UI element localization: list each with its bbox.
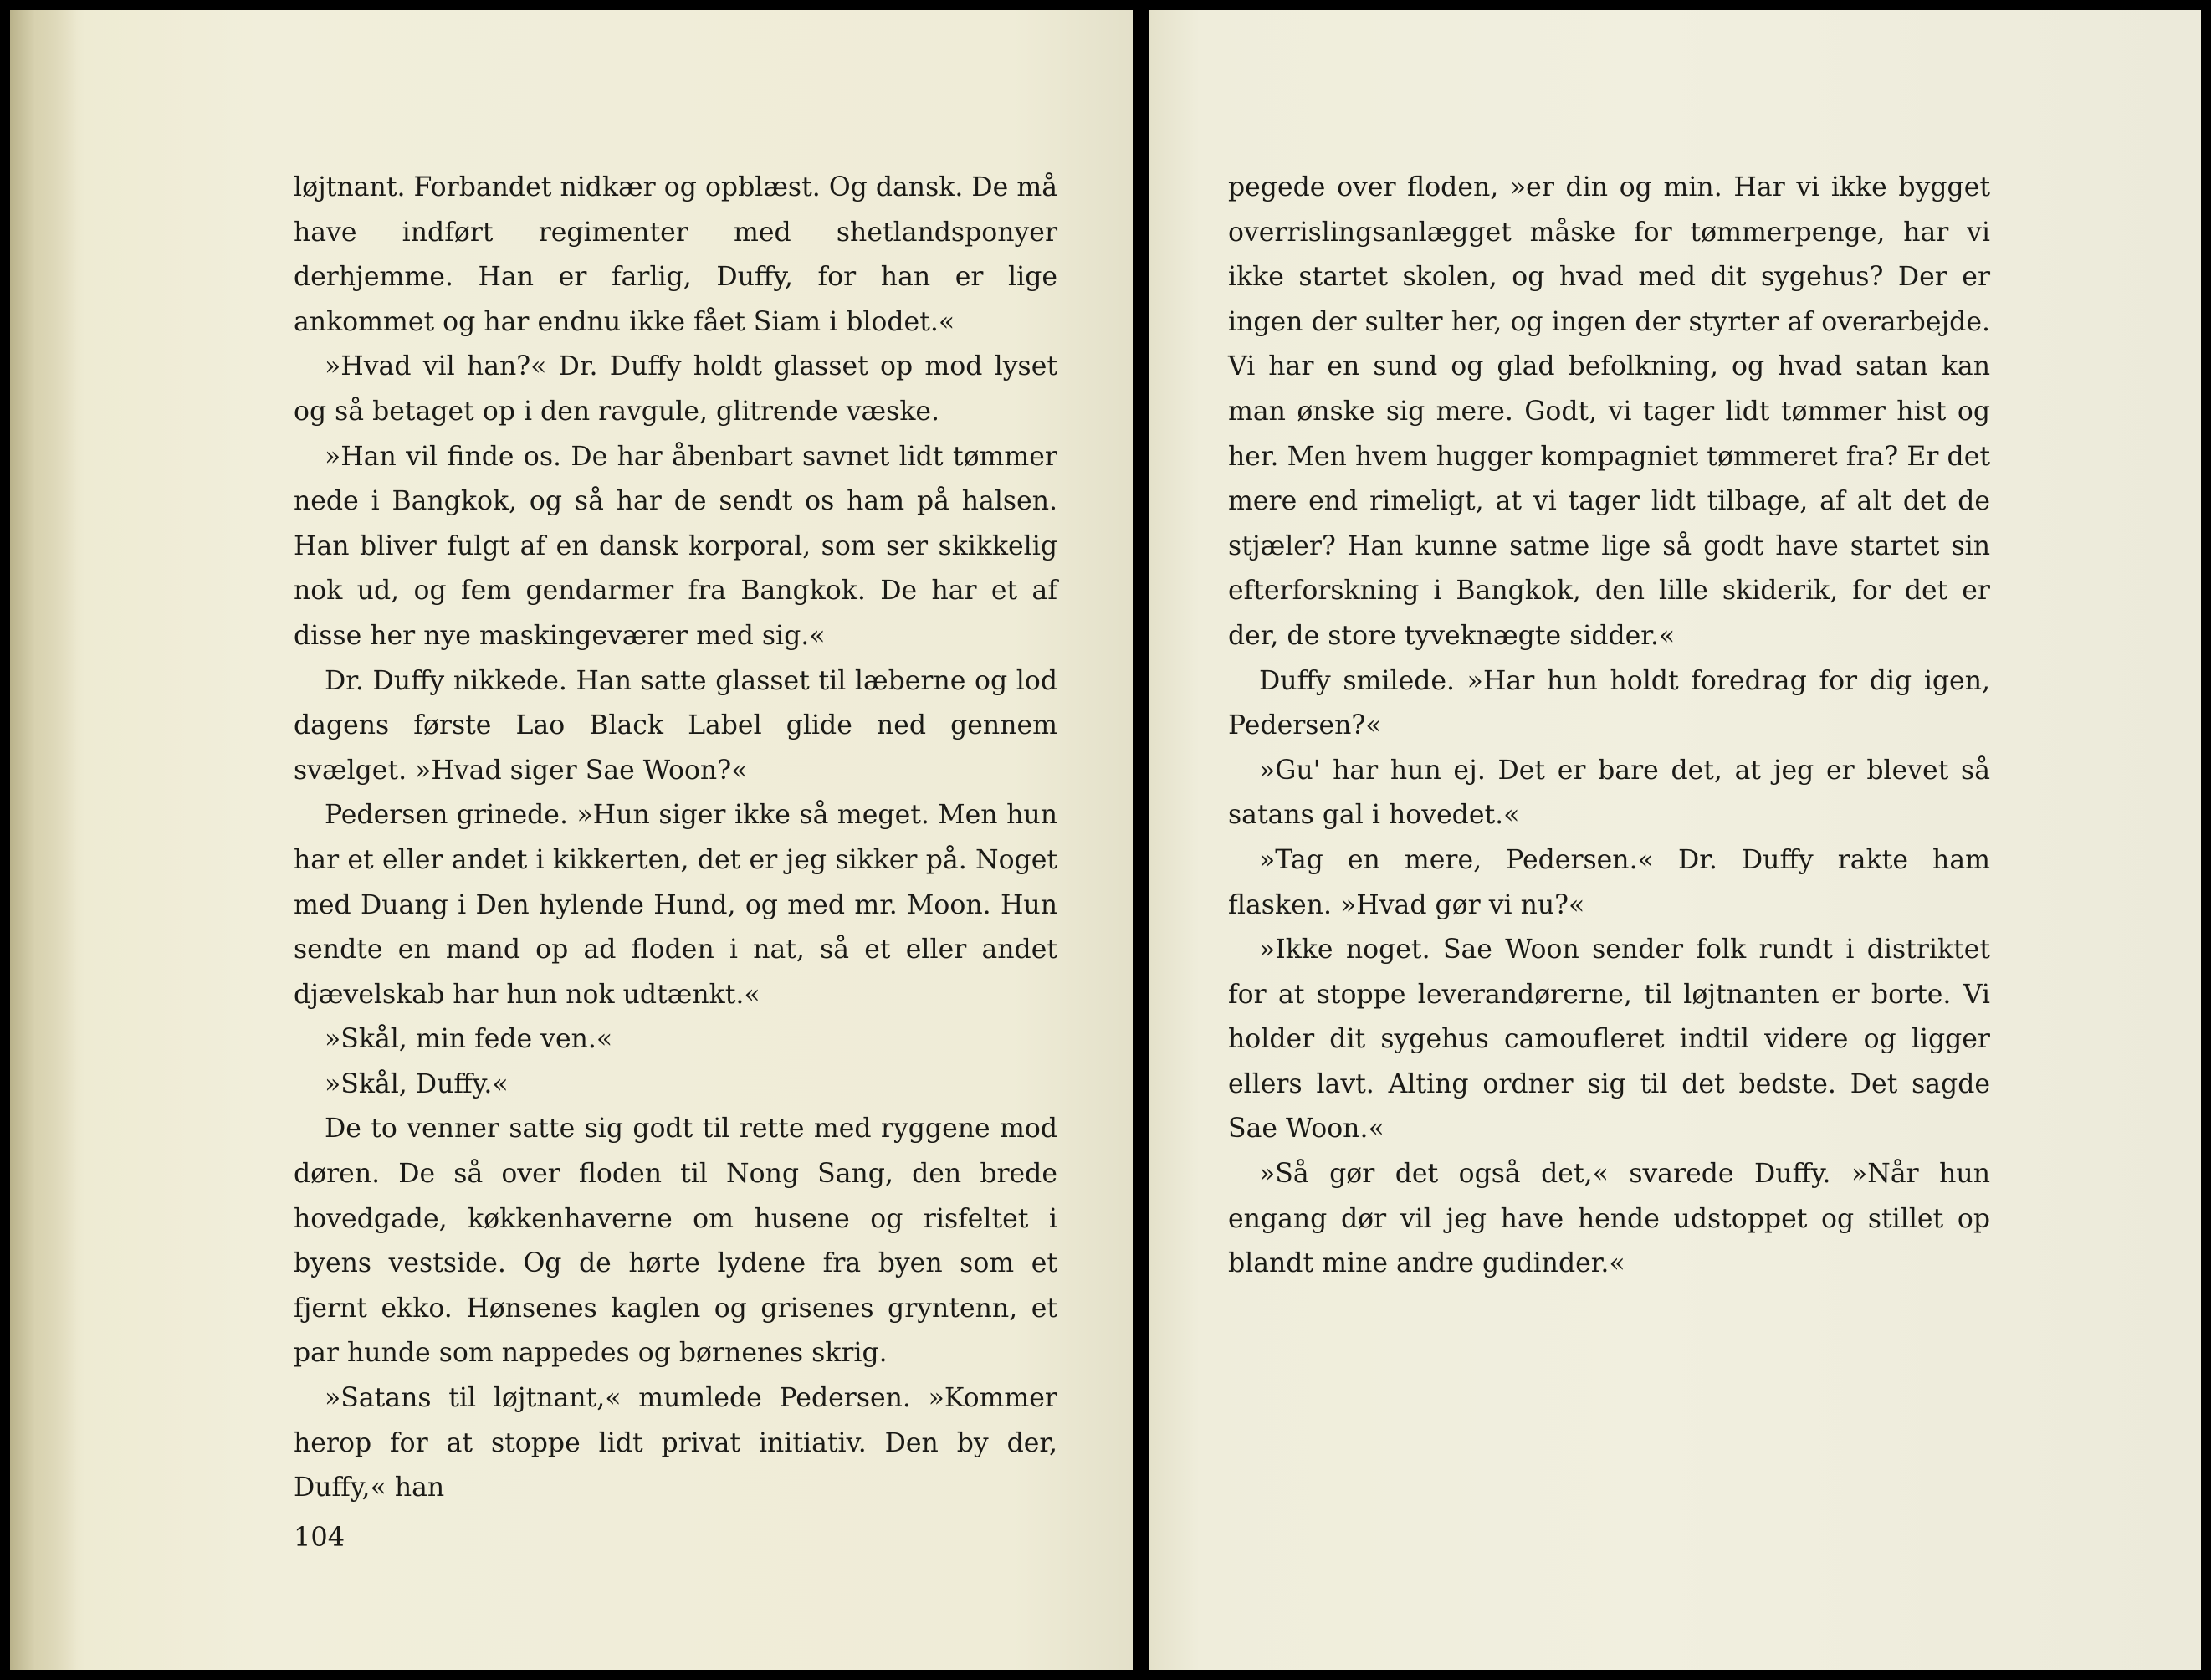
right-page-text	[1228, 166, 1990, 1287]
paragraph: »Satans til løjtnant,« mumlede Pedersen. »Kommer herop for at stoppe lidt privat initiativ. Den by der, Duffy,« han	[294, 1383, 1057, 1503]
paragraph: Duffy smilede. »Har hun holdt foredrag for dig igen, Pedersen?«	[1228, 665, 1990, 741]
paragraph: De to venner satte sig godt til rette med ryggene mod døren. De så over floden til Nong Sang, den brede hovedgade, køkkenhaverne om husene og risfeltet i byens vestside. Og de hørte lydene fra byen som et fjernt ekko. Hønsenes kaglen og grisenes gryntenn, et par hunde som nappedes og børnenes skrig.	[294, 1114, 1057, 1369]
right-page	[1149, 10, 2201, 1670]
paragraph: pegede over floden, »er din og min. Har vi ikke bygget overrislingsanlægget måske for tømmerpenge, har vi ikke startet skolen, og hvad med dit sygehus? Der er ingen der sulter her, og ingen der styrter af overarbejde. Vi har en sund og glad befolkning, og hvad satan kan man ønske sig mere. Godt, vi tager lidt tømmer hist og her. Men hvem hugger kompagniet tømmeret fra? Er det mere end rimeligt, at vi tager lidt tilbage, af alt det de stjæler? Han kunne satme lige så godt have startet sin efterforskning i Bangkok, den lille skiderik, for det er der, de store tyveknægte sidder.«	[1228, 172, 1990, 651]
paragraph: »Skål, min fede ven.«	[325, 1024, 613, 1055]
paragraph: Pedersen grinede. »Hun siger ikke så meget. Men hun har et eller andet i kikkerten, det er jeg sikker på. Noget med Duang i Den hylende Hund, og med mr. Moon. Hun sendte en mand op ad floden i nat, så et eller andet djævelskab har hun nok udtænkt.«	[294, 800, 1057, 1010]
paragraph: Dr. Duffy nikkede. Han satte glasset til læberne og lod dagens første Lao Black Label glide ned gennem svælget. »Hvad siger Sae Woon?«	[294, 665, 1057, 786]
page-number: 104	[294, 1521, 345, 1553]
paragraph: »Skål, Duffy.«	[325, 1068, 509, 1099]
left-page-text	[294, 166, 1057, 1511]
paragraph: »Ikke noget. Sae Woon sender folk rundt i distriktet for at stoppe leverandørerne, til løjtnanten er borte. Vi holder dit sygehus camoufleret indtil videre og ligger ellers lavt. Alting ordner sig til det bedste. Det sagde Sae Woon.«	[1228, 935, 1990, 1145]
paragraph: »Tag en mere, Pedersen.« Dr. Duffy rakte ham flasken. »Hvad gør vi nu?«	[1228, 844, 1990, 920]
page-spine-shadow	[10, 10, 77, 1670]
left-page	[10, 10, 1133, 1670]
paragraph: løjtnant. Forbandet nidkær og opblæst. Og dansk. De må have indført regimenter med shetlandsponyer derhjemme. Han er farlig, Duffy, for han er lige ankommet og har endnu ikke fået Siam i blodet.«	[294, 172, 1057, 337]
paragraph: »Så gør det også det,« svarede Duffy. »Når hun engang dør vil jeg have hende udstoppet og stillet op blandt mine andre gudinder.«	[1228, 1159, 1990, 1279]
paragraph: »Hvad vil han?« Dr. Duffy holdt glasset op mod lyset og så betaget op i den ravgule, glitrende væske.	[294, 351, 1057, 427]
paragraph: »Gu' har hun ej. Det er bare det, at jeg er blevet så satans gal i hovedet.«	[1228, 755, 1990, 831]
paragraph: »Han vil finde os. De har åbenbart savnet lidt tømmer nede i Bangkok, og så har de sendt os ham på halsen. Han bliver fulgt af en dansk korporal, som ser skikkelig nok ud, og fem gendarmer fra Bangkok. De har et af disse her nye maskingeværer med sig.«	[294, 441, 1057, 651]
